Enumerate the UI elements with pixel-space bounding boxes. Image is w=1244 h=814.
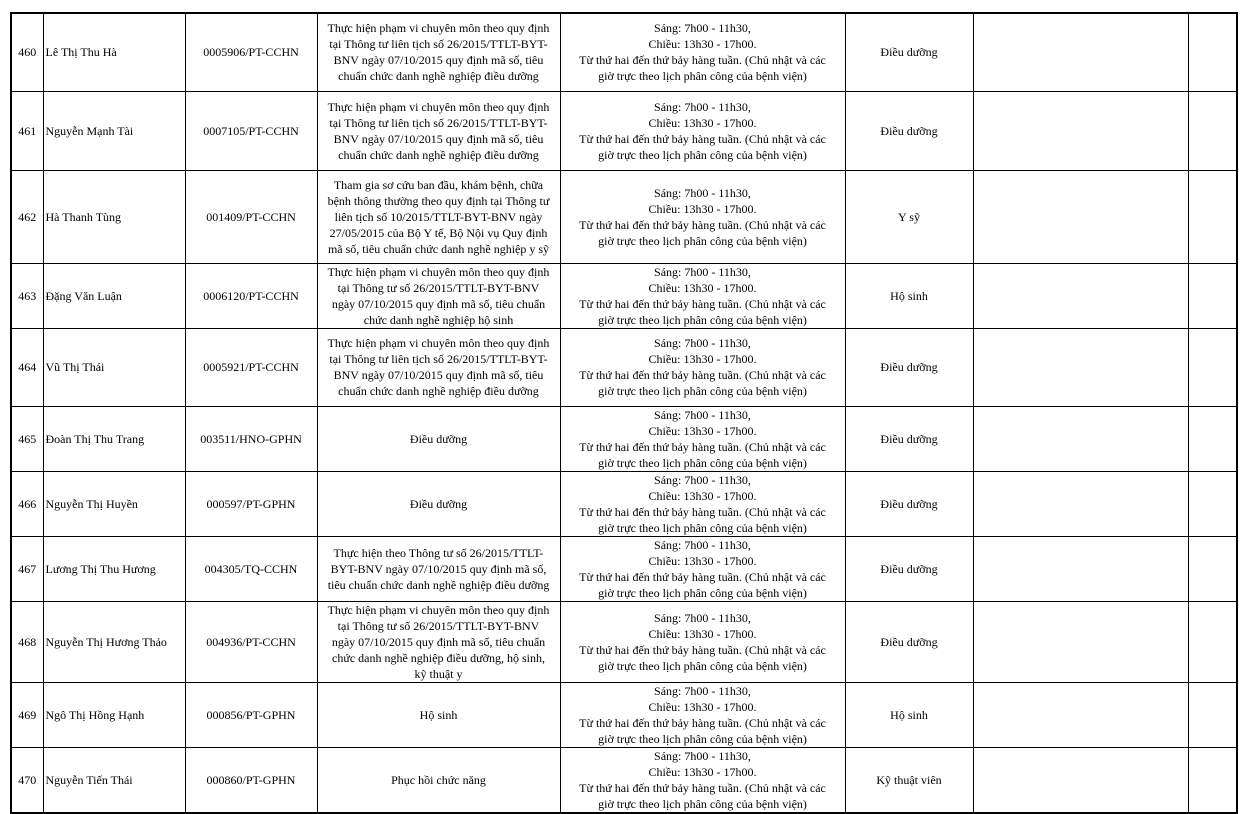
working-hours-line: Sáng: 7h00 - 11h30, bbox=[654, 21, 751, 36]
practice-scope-line: chức danh nghề nghiệp hộ sinh bbox=[363, 312, 514, 327]
empty-cell bbox=[1188, 328, 1237, 406]
empty-cell bbox=[973, 471, 1188, 536]
working-hours-line: Từ thứ hai đến thứ bảy hàng tuần. (Chủ nhật và các bbox=[579, 368, 826, 382]
staff-name: Đoàn Thị Thu Trang bbox=[43, 406, 185, 471]
working-hours-line: Từ thứ hai đến thứ bảy hàng tuần. (Chủ nhật và các bbox=[579, 569, 826, 584]
practice-scope bbox=[317, 536, 560, 601]
practice-scope bbox=[317, 682, 560, 747]
row-number: 468 bbox=[11, 601, 43, 682]
practice-scope-line: liên tịch số 10/2015/TTLT-BYT-BNV ngày bbox=[334, 209, 543, 224]
row-number: 461 bbox=[11, 91, 43, 170]
row-number: 462 bbox=[11, 170, 43, 263]
working-hours-line: Từ thứ hai đến thứ bảy hàng tuần. (Chủ nhật và các bbox=[579, 217, 826, 232]
row-number: 470 bbox=[11, 747, 43, 813]
practice-scope-line: kỹ thuật y bbox=[414, 666, 463, 681]
practice-scope-line: 27/05/2015 của Bộ Y tế, Bộ Nội vụ Quy định bbox=[329, 225, 548, 240]
certificate-number: 000860/PT-GPHN bbox=[185, 747, 317, 813]
working-hours-line: Từ thứ hai đến thứ bảy hàng tuần. (Chủ nhật và các bbox=[579, 504, 826, 519]
practice-scope bbox=[317, 747, 560, 813]
job-position: Hộ sinh bbox=[845, 263, 973, 328]
working-hours bbox=[560, 13, 845, 91]
row-number: 463 bbox=[11, 263, 43, 328]
practice-scope-line: Thực hiện phạm vi chuyên môn theo quy định bbox=[327, 336, 550, 350]
practice-scope-line: Điều dưỡng bbox=[409, 496, 468, 511]
working-hours-line: Sáng: 7h00 - 11h30, bbox=[654, 472, 751, 487]
working-hours bbox=[560, 91, 845, 170]
practice-scope-line: Thực hiện phạm vi chuyên môn theo quy định bbox=[327, 99, 550, 114]
staff-name: Ngô Thị Hồng Hạnh bbox=[43, 682, 185, 747]
empty-cell bbox=[1188, 747, 1237, 813]
working-hours-line: Từ thứ hai đến thứ bảy hàng tuần. (Chủ nhật và các bbox=[579, 642, 826, 657]
row-number: 469 bbox=[11, 682, 43, 747]
staff-name: Nguyễn Tiến Thái bbox=[43, 747, 185, 813]
practice-scope bbox=[317, 263, 560, 328]
practice-scope-line: Phục hồi chức năng bbox=[391, 772, 486, 787]
empty-cell bbox=[1188, 13, 1237, 91]
table-row bbox=[11, 328, 1237, 406]
practice-scope-line: bệnh thông thường theo quy định tại Thông tư bbox=[327, 193, 550, 208]
practice-scope-line: Hộ sinh bbox=[419, 707, 458, 722]
working-hours-line: giờ trực theo lịch phân công của bệnh viện) bbox=[598, 455, 807, 470]
table-row bbox=[11, 747, 1237, 813]
empty-cell bbox=[1188, 406, 1237, 471]
empty-cell bbox=[973, 13, 1188, 91]
staff-name: Nguyễn Thị Hương Thảo bbox=[43, 601, 185, 682]
job-position: Kỹ thuật viên bbox=[845, 747, 973, 813]
working-hours bbox=[560, 747, 845, 813]
working-hours-line: Từ thứ hai đến thứ bảy hàng tuần. (Chủ nhật và các bbox=[579, 715, 826, 730]
practice-scope-line: Điều dưỡng bbox=[409, 431, 468, 446]
certificate-number: 0005906/PT-CCHN bbox=[185, 13, 317, 91]
practice-scope bbox=[317, 13, 560, 91]
table-row bbox=[11, 682, 1237, 747]
staff-table-sheet bbox=[10, 12, 1238, 814]
job-position: Điều dưỡng bbox=[845, 13, 973, 91]
working-hours-line: Sáng: 7h00 - 11h30, bbox=[654, 683, 751, 698]
practice-scope bbox=[317, 601, 560, 682]
empty-cell bbox=[973, 682, 1188, 747]
practice-scope-line: ngày 07/10/2015 quy định mã số, tiêu chuẩn bbox=[331, 634, 546, 649]
practice-scope-line: chuẩn chức danh nghề nghiệp điều dưỡng bbox=[338, 384, 539, 398]
working-hours-line: giờ trực theo lịch phân công của bệnh viện) bbox=[598, 69, 807, 84]
row-number: 460 bbox=[11, 13, 43, 91]
staff-table bbox=[10, 12, 1238, 814]
working-hours-line: Chiều: 13h30 - 17h00. bbox=[648, 553, 757, 568]
working-hours-line: Chiều: 13h30 - 17h00. bbox=[648, 352, 757, 366]
working-hours-line: Chiều: 13h30 - 17h00. bbox=[648, 423, 757, 438]
table-row bbox=[11, 471, 1237, 536]
practice-scope-line: Thực hiện phạm vi chuyên môn theo quy định bbox=[327, 602, 550, 617]
row-number: 467 bbox=[11, 536, 43, 601]
practice-scope-line: tại Thông tư liên tịch số 26/2015/TTLT-BYT- bbox=[329, 37, 548, 52]
staff-name: Đặng Văn Luận bbox=[43, 263, 185, 328]
staff-name: Hà Thanh Tùng bbox=[43, 170, 185, 263]
working-hours-line: Chiều: 13h30 - 17h00. bbox=[648, 764, 757, 779]
working-hours-line: giờ trực theo lịch phân công của bệnh viện) bbox=[598, 731, 807, 746]
working-hours-line: giờ trực theo lịch phân công của bệnh viện) bbox=[598, 520, 807, 535]
working-hours-line: giờ trực theo lịch phân công của bệnh viện) bbox=[598, 658, 807, 673]
empty-cell bbox=[973, 536, 1188, 601]
working-hours bbox=[560, 682, 845, 747]
working-hours-line: giờ trực theo lịch phân công của bệnh viện) bbox=[598, 147, 807, 162]
working-hours-line: giờ trực theo lịch phân công của bệnh viện) bbox=[598, 384, 807, 398]
job-position: Hộ sinh bbox=[845, 682, 973, 747]
practice-scope bbox=[317, 471, 560, 536]
empty-cell bbox=[1188, 682, 1237, 747]
working-hours-line: Chiều: 13h30 - 17h00. bbox=[648, 488, 757, 503]
practice-scope-line: BYT-BNV ngày 07/10/2015 quy định mã số, bbox=[330, 561, 547, 576]
practice-scope bbox=[317, 91, 560, 170]
practice-scope-line: tại Thông tư số 26/2015/TTLT-BYT-BNV bbox=[337, 280, 540, 295]
table-row bbox=[11, 13, 1237, 91]
job-position: Y sỹ bbox=[845, 170, 973, 263]
empty-cell bbox=[1188, 91, 1237, 170]
working-hours-line: Sáng: 7h00 - 11h30, bbox=[654, 185, 751, 200]
practice-scope-line: mã số, tiêu chuẩn chức danh nghề nghiệp y sỹ bbox=[327, 241, 550, 256]
job-position: Điều dưỡng bbox=[845, 406, 973, 471]
table-row bbox=[11, 170, 1237, 263]
empty-cell bbox=[1188, 263, 1237, 328]
practice-scope-line: tại Thông tư liên tịch số 26/2015/TTLT-BYT- bbox=[329, 115, 548, 130]
staff-name: Nguyễn Mạnh Tài bbox=[43, 91, 185, 170]
job-position: Điều dưỡng bbox=[845, 328, 973, 406]
working-hours-line: Từ thứ hai đến thứ bảy hàng tuần. (Chủ nhật và các bbox=[579, 53, 826, 68]
certificate-number: 0006120/PT-CCHN bbox=[185, 263, 317, 328]
working-hours-line: Chiều: 13h30 - 17h00. bbox=[648, 626, 757, 641]
certificate-number: 001409/PT-CCHN bbox=[185, 170, 317, 263]
working-hours bbox=[560, 328, 845, 406]
certificate-number: 003511/HNO-GPHN bbox=[185, 406, 317, 471]
working-hours-line: Chiều: 13h30 - 17h00. bbox=[648, 201, 757, 216]
empty-cell bbox=[973, 91, 1188, 170]
working-hours-line: Chiều: 13h30 - 17h00. bbox=[648, 115, 757, 130]
practice-scope-line: tiêu chuẩn chức danh nghề nghiệp điều dưỡng bbox=[327, 577, 550, 592]
table-body bbox=[11, 13, 1237, 813]
practice-scope-line: ngày 07/10/2015 quy định mã số, tiêu chuẩn bbox=[331, 296, 546, 311]
working-hours-line: Từ thứ hai đến thứ bảy hàng tuần. (Chủ nhật và các bbox=[579, 131, 826, 146]
working-hours-line: Sáng: 7h00 - 11h30, bbox=[654, 407, 751, 422]
practice-scope-line: chức danh nghề nghiệp điều dưỡng, hộ sinh, bbox=[332, 650, 545, 665]
practice-scope bbox=[317, 328, 560, 406]
table-row bbox=[11, 91, 1237, 170]
job-position: Điều dưỡng bbox=[845, 536, 973, 601]
working-hours bbox=[560, 536, 845, 601]
practice-scope-line: Thực hiện phạm vi chuyên môn theo quy định bbox=[327, 264, 550, 279]
certificate-number: 000597/PT-GPHN bbox=[185, 471, 317, 536]
certificate-number: 0005921/PT-CCHN bbox=[185, 328, 317, 406]
table-row bbox=[11, 406, 1237, 471]
working-hours-line: Từ thứ hai đến thứ bảy hàng tuần. (Chủ nhật và các bbox=[579, 439, 826, 454]
certificate-number: 0007105/PT-CCHN bbox=[185, 91, 317, 170]
practice-scope-line: Thực hiện theo Thông tư số 26/2015/TTLT- bbox=[333, 545, 544, 560]
practice-scope-line: BNV ngày 07/10/2015 quy định mã số, tiêu bbox=[333, 131, 544, 146]
working-hours-line: Chiều: 13h30 - 17h00. bbox=[648, 37, 757, 52]
practice-scope-line: chuẩn chức danh nghề nghiệp điều dưỡng bbox=[338, 147, 539, 162]
practice-scope bbox=[317, 406, 560, 471]
practice-scope-line: tại Thông tư liên tịch số 26/2015/TTLT-BYT- bbox=[329, 352, 548, 366]
empty-cell bbox=[973, 601, 1188, 682]
working-hours-line: giờ trực theo lịch phân công của bệnh viện) bbox=[598, 585, 807, 600]
staff-name: Lương Thị Thu Hương bbox=[43, 536, 185, 601]
table-row bbox=[11, 536, 1237, 601]
empty-cell bbox=[973, 747, 1188, 813]
table-row bbox=[11, 601, 1237, 682]
practice-scope-line: BNV ngày 07/10/2015 quy định mã số, tiêu bbox=[333, 53, 544, 68]
working-hours bbox=[560, 601, 845, 682]
empty-cell bbox=[1188, 471, 1237, 536]
table-row bbox=[11, 263, 1237, 328]
row-number: 466 bbox=[11, 471, 43, 536]
staff-name: Lê Thị Thu Hà bbox=[43, 13, 185, 91]
row-number: 465 bbox=[11, 406, 43, 471]
staff-name: Nguyễn Thị Huyền bbox=[43, 471, 185, 536]
working-hours-line: Sáng: 7h00 - 11h30, bbox=[654, 264, 751, 279]
job-position: Điều dưỡng bbox=[845, 471, 973, 536]
empty-cell bbox=[1188, 601, 1237, 682]
working-hours bbox=[560, 170, 845, 263]
working-hours-line: Sáng: 7h00 - 11h30, bbox=[654, 748, 751, 763]
practice-scope-line: tại Thông tư số 26/2015/TTLT-BYT-BNV bbox=[337, 618, 540, 633]
practice-scope-line: Thực hiện phạm vi chuyên môn theo quy định bbox=[327, 21, 550, 36]
row-number: 464 bbox=[11, 328, 43, 406]
practice-scope-line: chuẩn chức danh nghề nghiệp điều dưỡng bbox=[338, 69, 539, 84]
working-hours-line: giờ trực theo lịch phân công của bệnh viện) bbox=[598, 796, 807, 811]
working-hours bbox=[560, 471, 845, 536]
working-hours-line: Sáng: 7h00 - 11h30, bbox=[654, 99, 751, 114]
certificate-number: 004305/TQ-CCHN bbox=[185, 536, 317, 601]
job-position: Điều dưỡng bbox=[845, 601, 973, 682]
empty-cell bbox=[973, 406, 1188, 471]
practice-scope-line: BNV ngày 07/10/2015 quy định mã số, tiêu bbox=[333, 368, 544, 382]
empty-cell bbox=[973, 170, 1188, 263]
empty-cell bbox=[973, 263, 1188, 328]
working-hours-line: Sáng: 7h00 - 11h30, bbox=[654, 537, 751, 552]
working-hours bbox=[560, 406, 845, 471]
working-hours-line: Từ thứ hai đến thứ bảy hàng tuần. (Chủ nhật và các bbox=[579, 296, 826, 311]
working-hours-line: Chiều: 13h30 - 17h00. bbox=[648, 280, 757, 295]
empty-cell bbox=[1188, 170, 1237, 263]
working-hours bbox=[560, 263, 845, 328]
staff-name: Vũ Thị Thái bbox=[43, 328, 185, 406]
empty-cell bbox=[1188, 536, 1237, 601]
working-hours-line: Chiều: 13h30 - 17h00. bbox=[648, 699, 757, 714]
job-position: Điều dưỡng bbox=[845, 91, 973, 170]
practice-scope-line: Tham gia sơ cứu ban đầu, khám bệnh, chữa bbox=[333, 177, 544, 192]
working-hours-line: Sáng: 7h00 - 11h30, bbox=[654, 610, 751, 625]
working-hours-line: giờ trực theo lịch phân công của bệnh viện) bbox=[598, 233, 807, 248]
empty-cell bbox=[973, 328, 1188, 406]
certificate-number: 000856/PT-GPHN bbox=[185, 682, 317, 747]
certificate-number: 004936/PT-CCHN bbox=[185, 601, 317, 682]
practice-scope bbox=[317, 170, 560, 263]
working-hours-line: giờ trực theo lịch phân công của bệnh viện) bbox=[598, 312, 807, 327]
working-hours-line: Từ thứ hai đến thứ bảy hàng tuần. (Chủ nhật và các bbox=[579, 780, 826, 795]
working-hours-line: Sáng: 7h00 - 11h30, bbox=[654, 336, 751, 350]
